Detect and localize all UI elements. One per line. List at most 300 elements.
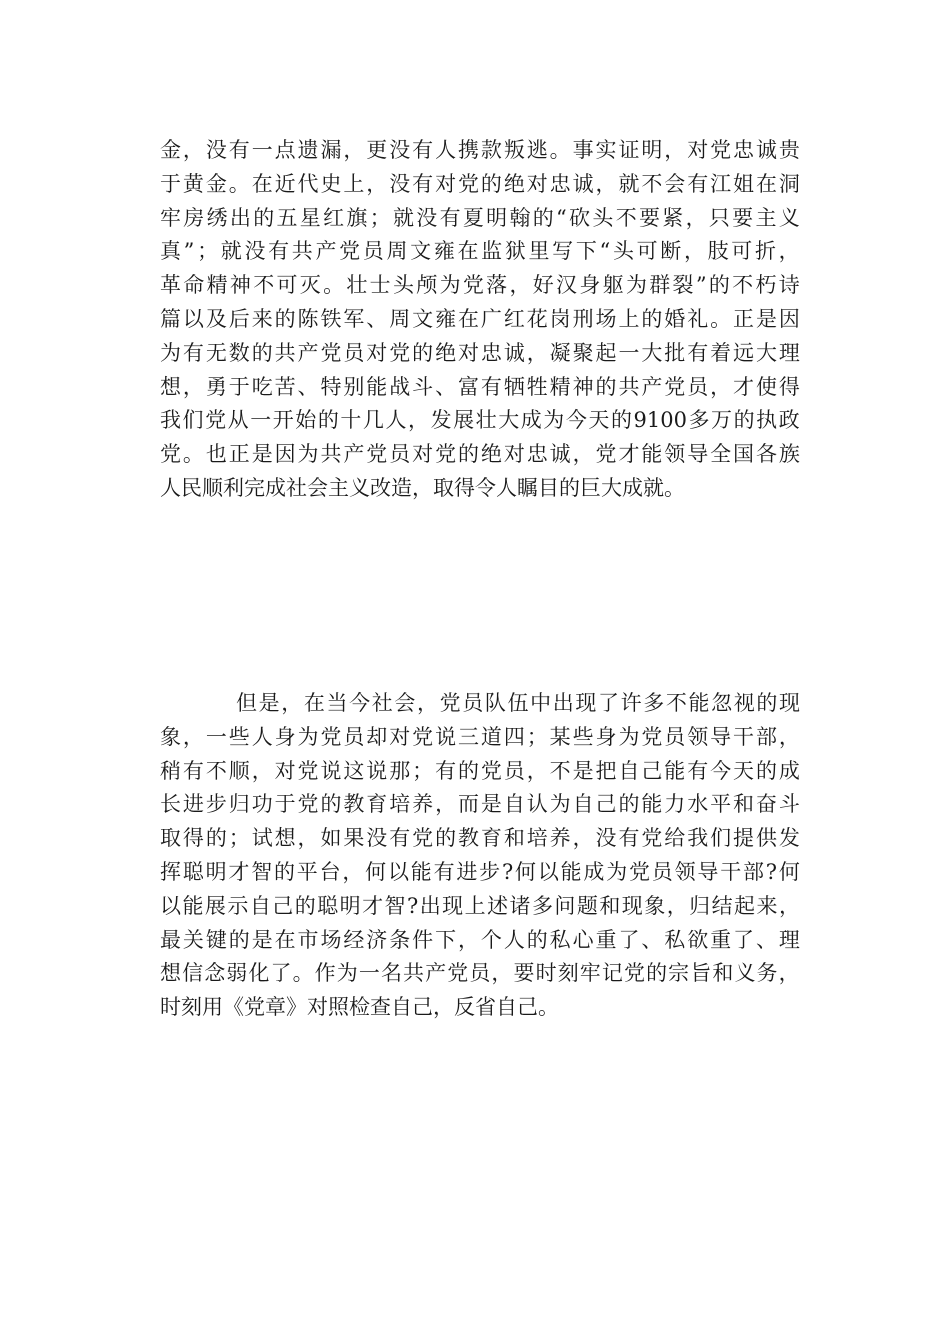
glyph: 共 (291, 239, 313, 264)
glyph: 有 (182, 340, 204, 365)
glyph: 只 (708, 205, 730, 230)
glyph: 叛 (503, 138, 525, 162)
glyph: 凝 (549, 340, 571, 365)
glyph: 和 (503, 826, 525, 851)
glyph: 能 (688, 691, 710, 715)
glyph: 员 (503, 758, 525, 783)
glyph: 作 (314, 961, 336, 986)
glyph: ， (457, 927, 479, 952)
glyph: 的 (228, 927, 250, 952)
glyph: 们 (182, 408, 204, 433)
glyph: 员 (343, 340, 365, 365)
glyph: 近 (274, 171, 296, 196)
glyph: 能 (641, 792, 663, 817)
glyph: 何 (778, 859, 800, 884)
glyph: 和 (733, 792, 755, 817)
glyph: 为 (549, 792, 571, 817)
glyph: 步 (205, 792, 227, 817)
glyph: 就 (220, 239, 242, 264)
glyph: 遗 (297, 138, 319, 162)
glyph: 化 (248, 961, 270, 986)
glyph: 要 (732, 205, 754, 230)
glyph: 金 (160, 138, 181, 162)
glyph: 部 (755, 724, 777, 749)
glyph: ， (572, 442, 594, 467)
paragraph-line (160, 235, 800, 269)
glyph: 洞 (778, 171, 800, 196)
glyph: ， (408, 408, 430, 433)
glyph: 现 (779, 691, 800, 715)
glyph: 。 (549, 138, 571, 162)
glyph: 但 (236, 691, 257, 715)
glyph: 理 (778, 340, 800, 365)
glyph: 主 (755, 205, 777, 230)
glyph: 可 (731, 239, 753, 264)
glyph: 键 (205, 927, 227, 952)
glyph: 就 (392, 205, 414, 230)
glyph: 周 (386, 239, 408, 264)
glyph: 员 (469, 961, 491, 986)
glyph: 铁 (320, 306, 342, 331)
glyph: 没 (389, 171, 411, 196)
glyph: 上 (618, 306, 640, 331)
glyph: 可 (636, 239, 658, 264)
glyph: 以 (160, 893, 181, 918)
glyph: 在 (303, 691, 325, 715)
glyph: 的 (532, 205, 554, 230)
glyph: ， (778, 239, 800, 264)
glyph: 员 (462, 691, 484, 715)
glyph: 起 (595, 340, 617, 365)
glyph: 多 (643, 691, 665, 715)
glyph: 富 (457, 374, 479, 399)
glyph: 视 (733, 691, 755, 715)
glyph: 里 (528, 239, 550, 264)
glyph: 共 (618, 374, 640, 399)
glyph: 多 (688, 408, 710, 433)
glyph: 想 (160, 961, 181, 986)
glyph: 有 (433, 859, 455, 884)
glyph: ； (197, 239, 219, 264)
glyph: 天 (588, 408, 610, 433)
glyph: 在 (457, 306, 479, 331)
glyph: 为 (297, 724, 319, 749)
glyph: 有 (687, 171, 709, 196)
glyph: 命 (183, 273, 205, 298)
glyph: 在 (457, 239, 479, 264)
glyph: 展 (453, 408, 475, 433)
glyph: 政 (778, 408, 800, 433)
glyph: 产 (641, 374, 663, 399)
glyph: 吃 (251, 374, 273, 399)
glyph: 在 (755, 171, 777, 196)
glyph: 身 (595, 724, 617, 749)
glyph: 明 (205, 859, 227, 884)
glyph: 道 (480, 724, 502, 749)
glyph: 想 (160, 374, 181, 399)
glyph: 智 (384, 893, 406, 918)
paragraph-line-last: 人民顺利完成社会主义改造，取得令人瞩目的巨大成就。 (160, 475, 685, 500)
glyph: 落 (486, 273, 508, 298)
glyph: 义 (778, 205, 800, 230)
glyph: 述 (487, 893, 509, 918)
glyph: 为 (543, 408, 565, 433)
glyph: 肢 (707, 239, 729, 264)
glyph: ? (501, 859, 514, 884)
glyph: 名 (380, 961, 402, 986)
glyph: 岗 (549, 306, 571, 331)
glyph: 军 (343, 306, 365, 331)
glyph: 念 (204, 961, 226, 986)
glyph: 更 (366, 138, 388, 162)
paragraph-line (160, 822, 800, 856)
paragraph-line (160, 788, 800, 822)
glyph: 供 (755, 826, 777, 851)
glyph: 、 (297, 374, 319, 399)
glyph: 的 (457, 442, 479, 467)
glyph: 说 (320, 758, 342, 783)
glyph: 归 (228, 792, 250, 817)
glyph: 忠 (733, 138, 755, 162)
glyph: 一 (205, 724, 227, 749)
glyph: 挥 (160, 859, 181, 884)
glyph: 的 (755, 758, 777, 783)
glyph: 己 (272, 893, 294, 918)
glyph: 以 (387, 859, 409, 884)
glyph: 许 (620, 691, 642, 715)
glyph: ； (412, 758, 434, 783)
glyph: 大 (641, 340, 663, 365)
glyph: 和 (712, 961, 734, 986)
glyph: 党 (664, 374, 686, 399)
glyph: 为 (336, 961, 358, 986)
paragraph-line (160, 404, 800, 438)
glyph: 断 (660, 239, 682, 264)
glyph: 诸 (509, 893, 531, 918)
glyph: 雍 (435, 306, 457, 331)
glyph: 有 (687, 758, 709, 783)
glyph: 党 (297, 758, 319, 783)
glyph: 才 (228, 859, 250, 884)
glyph: 漏 (320, 138, 342, 162)
glyph: 忠 (526, 442, 548, 467)
glyph: 绣 (206, 205, 228, 230)
glyph: 头 (592, 205, 614, 230)
glyph: 。 (292, 961, 314, 986)
glyph: 聪 (317, 893, 339, 918)
glyph: 忽 (711, 691, 733, 715)
glyph: 。 (710, 306, 732, 331)
glyph: 诚 (503, 340, 525, 365)
glyph: 自 (618, 758, 640, 783)
glyph: 最 (160, 927, 181, 952)
glyph: 队 (484, 691, 506, 715)
glyph: 却 (366, 724, 388, 749)
glyph: 礼 (687, 306, 709, 331)
glyph: 实 (595, 138, 617, 162)
glyph: 对 (412, 442, 434, 467)
glyph: 十 (340, 408, 362, 433)
glyph: ， (666, 893, 688, 918)
glyph: 绝 (480, 442, 502, 467)
glyph: 象 (160, 724, 181, 749)
glyph: 为 (606, 859, 628, 884)
glyph: 携 (457, 138, 479, 162)
glyph: 上 (464, 893, 486, 918)
paragraph-line (160, 202, 800, 236)
paragraph-line (160, 924, 800, 958)
glyph: 务 (756, 961, 778, 986)
glyph: 有 (268, 239, 290, 264)
glyph: 。 (323, 273, 345, 298)
glyph: 一 (618, 340, 640, 365)
glyph: 的 (205, 826, 227, 851)
glyph: 斗 (778, 792, 800, 817)
paragraph-line (160, 890, 800, 924)
glyph: ， (435, 792, 457, 817)
glyph: 的 (646, 961, 668, 986)
glyph: 共 (403, 961, 425, 986)
glyph: 党 (595, 442, 617, 467)
glyph: 事 (572, 138, 594, 162)
glyph: 一 (250, 408, 272, 433)
glyph: 对 (274, 758, 296, 783)
glyph: 有 (412, 138, 434, 162)
glyph: 为 (297, 442, 319, 467)
glyph: 神 (229, 273, 251, 298)
glyph: 能 (641, 442, 663, 467)
glyph: 贵 (778, 138, 800, 162)
glyph: 于 (228, 374, 250, 399)
glyph: 着 (710, 340, 732, 365)
glyph: 士 (369, 273, 391, 298)
glyph: 题 (576, 893, 598, 918)
glyph: 斗 (412, 374, 434, 399)
glyph: 从 (227, 408, 249, 433)
glyph: 何 (365, 859, 387, 884)
glyph: 的 (595, 374, 617, 399)
paragraph-line (160, 371, 800, 405)
glyph: 而 (457, 792, 479, 817)
glyph: 没 (366, 826, 388, 851)
glyph: 是 (258, 691, 280, 715)
glyph: 人 (385, 408, 407, 433)
glyph: 的 (251, 340, 273, 365)
glyph: 躯 (602, 273, 624, 298)
glyph: 忠 (549, 171, 571, 196)
glyph: 以 (182, 306, 204, 331)
glyph: 狱 (504, 239, 526, 264)
glyph: ， (526, 758, 548, 783)
glyph: 有 (439, 205, 461, 230)
glyph: 理 (778, 927, 800, 952)
glyph: 私 (664, 927, 686, 952)
glyph: 果 (343, 826, 365, 851)
glyph: 没 (595, 826, 617, 851)
glyph: 党 (205, 408, 227, 433)
glyph: 的 (273, 859, 295, 884)
glyph: 砍 (569, 205, 591, 230)
glyph: 朽 (755, 273, 777, 298)
glyph: 当 (326, 691, 348, 715)
glyph: 经 (343, 927, 365, 952)
glyph: 培 (389, 792, 411, 817)
glyph: 步 (479, 859, 501, 884)
glyph: 员 (362, 239, 384, 264)
glyph: 长 (160, 792, 181, 817)
glyph: 及 (205, 306, 227, 331)
glyph: 们 (710, 826, 732, 851)
glyph: 才 (618, 442, 640, 467)
glyph: 进 (182, 792, 204, 817)
glyph: 进 (456, 859, 478, 884)
glyph: 为 (618, 724, 640, 749)
glyph: 明 (339, 893, 361, 918)
glyph: 私 (549, 927, 571, 952)
glyph: 水 (687, 792, 709, 817)
glyph: 中 (530, 691, 552, 715)
glyph: 没 (205, 138, 227, 162)
glyph: 党 (160, 442, 181, 467)
glyph: 育 (366, 792, 388, 817)
glyph: 也 (205, 442, 227, 467)
glyph: 不 (253, 273, 275, 298)
glyph: 把 (595, 758, 617, 783)
glyph: 现 (575, 691, 597, 715)
glyph: 党 (641, 724, 663, 749)
glyph: 的 (480, 171, 502, 196)
glyph: 说 (366, 758, 388, 783)
glyph: 裂 (672, 273, 694, 298)
glyph: 和 (599, 893, 621, 918)
glyph: 篇 (160, 306, 181, 331)
glyph: 有 (389, 826, 411, 851)
glyph: 头 (392, 273, 414, 298)
glyph: 教 (343, 792, 365, 817)
glyph: 革 (160, 273, 181, 298)
glyph: “ (599, 239, 611, 264)
glyph: 为 (160, 340, 181, 365)
glyph: 有 (412, 171, 434, 196)
glyph: 说 (435, 724, 457, 749)
glyph: ” (695, 273, 707, 298)
glyph: 党 (339, 239, 361, 264)
glyph: ， (182, 724, 204, 749)
glyph: 明 (641, 138, 663, 162)
glyph: 成 (520, 408, 542, 433)
glyph: 有 (228, 138, 250, 162)
glyph: 可 (276, 273, 298, 298)
glyph: 的 (610, 408, 632, 433)
paragraph-line (160, 303, 800, 337)
glyph: 智 (251, 859, 273, 884)
glyph: 党 (710, 138, 732, 162)
glyph: 党 (320, 340, 342, 365)
glyph: 不 (665, 691, 687, 715)
glyph: 神 (572, 374, 594, 399)
glyph: 族 (778, 442, 800, 467)
glyph: 能 (560, 859, 582, 884)
glyph: 党 (641, 826, 663, 851)
glyph: 自 (249, 893, 271, 918)
glyph: 来 (756, 893, 778, 918)
glyph: 有 (480, 374, 502, 399)
glyph: 起 (734, 893, 756, 918)
paragraph-line (160, 721, 800, 755)
glyph: 旨 (690, 961, 712, 986)
glyph: 执 (756, 408, 778, 433)
glyph: 己 (641, 758, 663, 783)
glyph: 党 (457, 171, 479, 196)
glyph: 试 (251, 826, 273, 851)
glyph: 党 (412, 724, 434, 749)
glyph: 的 (641, 306, 663, 331)
glyph: 因 (274, 442, 296, 467)
glyph: 不 (615, 205, 637, 230)
glyph: 重 (595, 927, 617, 952)
glyph: 领 (687, 724, 709, 749)
glyph: 了 (270, 961, 292, 986)
glyph: 欲 (687, 927, 709, 952)
glyph: 周 (389, 306, 411, 331)
glyph: 产 (297, 340, 319, 365)
glyph: 个 (480, 927, 502, 952)
glyph: 始 (295, 408, 317, 433)
glyph: 党 (629, 859, 650, 884)
glyph: 没 (389, 138, 411, 162)
glyph: 来 (251, 306, 273, 331)
glyph: 得 (778, 374, 800, 399)
glyph: 场 (595, 306, 617, 331)
glyph: 济 (366, 927, 388, 952)
glyph: 对 (457, 340, 479, 365)
paragraph-line (160, 269, 800, 303)
glyph: 黄 (182, 171, 204, 196)
glyph: 没 (244, 239, 266, 264)
glyph: ， (281, 691, 303, 715)
glyph: 弱 (226, 961, 248, 986)
glyph: 关 (182, 927, 204, 952)
glyph: 证 (618, 138, 640, 162)
glyph: 全 (710, 442, 732, 467)
glyph: 的 (274, 306, 296, 331)
glyph: 些 (228, 724, 250, 749)
paragraph-line-indented (160, 687, 800, 721)
glyph: ， (595, 171, 617, 196)
glyph: 如 (320, 826, 342, 851)
glyph: 。 (228, 171, 250, 196)
glyph: 在 (251, 171, 273, 196)
glyph: 的 (294, 893, 316, 918)
glyph: 要 (513, 961, 535, 986)
glyph: 因 (778, 306, 800, 331)
glyph: 培 (526, 826, 548, 851)
glyph: 款 (480, 138, 502, 162)
paragraph-line (160, 438, 800, 472)
glyph: 婚 (664, 306, 686, 331)
glyph: 产 (343, 442, 365, 467)
glyph: 绝 (503, 171, 525, 196)
paragraph-line (160, 957, 800, 991)
glyph: 数 (228, 340, 250, 365)
glyph: 远 (733, 340, 755, 365)
glyph: 监 (481, 239, 503, 264)
glyph: 颅 (416, 273, 438, 298)
glyph: 员 (664, 724, 686, 749)
glyph: ； (228, 826, 250, 851)
glyph: 自 (503, 792, 525, 817)
glyph: 为 (439, 273, 461, 298)
